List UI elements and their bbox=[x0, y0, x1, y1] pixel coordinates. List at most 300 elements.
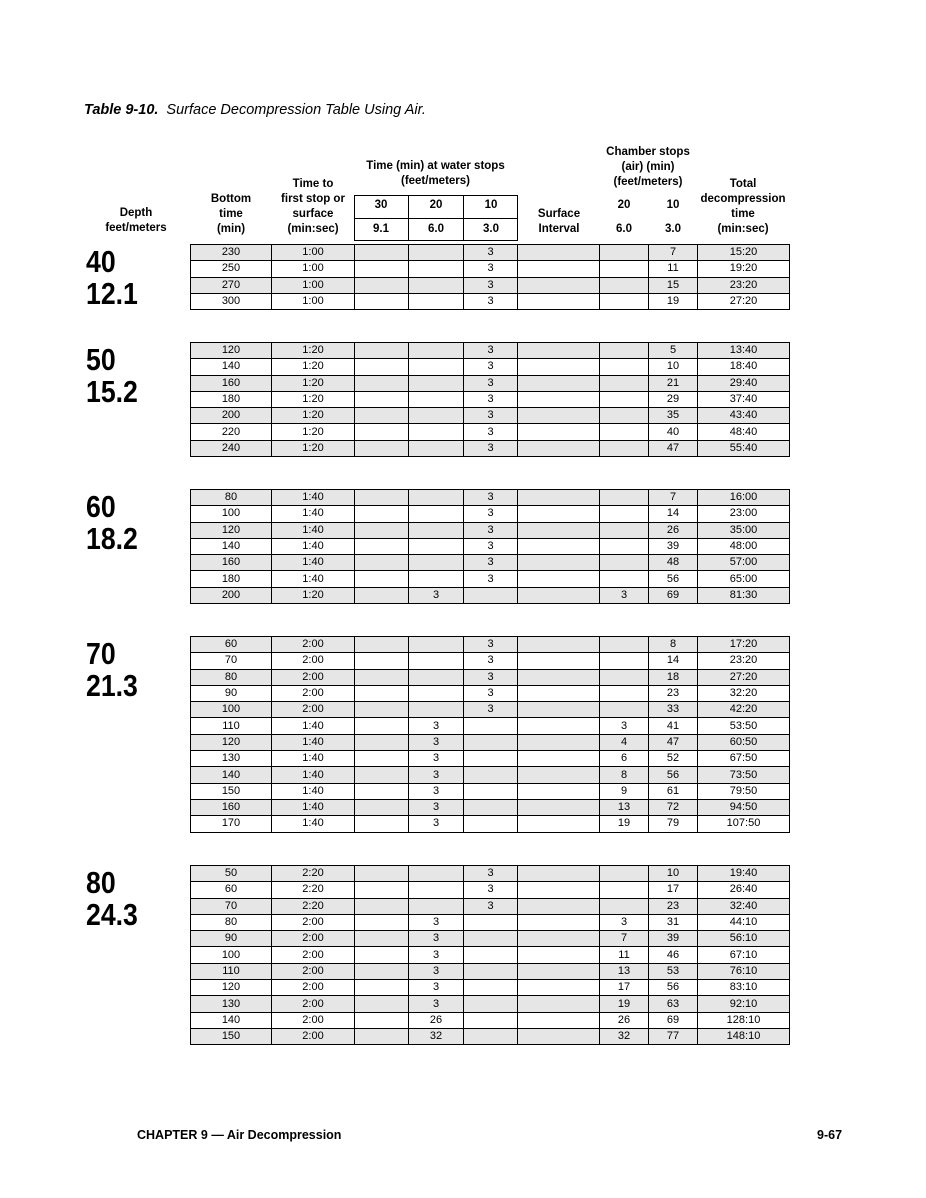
cell-water-stop-10: 3 bbox=[464, 571, 518, 587]
cell-chamber-stop-20 bbox=[600, 538, 649, 554]
cell-chamber-stop-10: 47 bbox=[649, 440, 698, 456]
cell-water-stop-10: 3 bbox=[464, 245, 518, 261]
cell-bottom-time: 130 bbox=[191, 751, 272, 767]
table-row bbox=[191, 898, 790, 914]
cell-surface-interval bbox=[518, 653, 600, 669]
cell-chamber-stop-10: 23 bbox=[649, 685, 698, 701]
cell-surface-interval bbox=[518, 734, 600, 750]
table-row bbox=[191, 702, 790, 718]
cell-chamber-stop-10: 35 bbox=[649, 408, 698, 424]
cell-surface-interval bbox=[518, 931, 600, 947]
cell-chamber-stop-10: 61 bbox=[649, 783, 698, 799]
cell-chamber-stop-20 bbox=[600, 506, 649, 522]
table-caption bbox=[84, 102, 426, 118]
cell-time-to-first-stop: 2:00 bbox=[272, 931, 355, 947]
cell-water-stop-10: 3 bbox=[464, 277, 518, 293]
cell-surface-interval bbox=[518, 963, 600, 979]
table-row bbox=[191, 555, 790, 571]
cell-water-stop-30 bbox=[355, 898, 409, 914]
cell-total-decompression-time: 17:20 bbox=[698, 637, 790, 653]
cell-time-to-first-stop: 1:40 bbox=[272, 751, 355, 767]
cell-water-stop-10: 3 bbox=[464, 440, 518, 456]
depth-70-table bbox=[190, 636, 790, 833]
cell-water-stop-30 bbox=[355, 751, 409, 767]
cell-time-to-first-stop: 1:20 bbox=[272, 359, 355, 375]
cell-water-stop-30 bbox=[355, 963, 409, 979]
cell-chamber-stop-10: 47 bbox=[649, 734, 698, 750]
table-row bbox=[191, 293, 790, 309]
cell-water-stop-10: 3 bbox=[464, 653, 518, 669]
cell-bottom-time: 200 bbox=[191, 408, 272, 424]
cell-surface-interval bbox=[518, 882, 600, 898]
cell-water-stop-10: 3 bbox=[464, 522, 518, 538]
cell-water-stop-30 bbox=[355, 1012, 409, 1028]
cell-total-decompression-time: 27:20 bbox=[698, 293, 790, 309]
cell-total-decompression-time: 23:20 bbox=[698, 277, 790, 293]
cell-surface-interval bbox=[518, 1012, 600, 1028]
cell-total-decompression-time: 55:40 bbox=[698, 440, 790, 456]
cell-water-stop-30 bbox=[355, 587, 409, 603]
cell-water-stop-30 bbox=[355, 866, 409, 882]
cell-chamber-stop-20: 13 bbox=[600, 799, 649, 815]
cell-water-stop-30 bbox=[355, 277, 409, 293]
cell-chamber-stop-10: 18 bbox=[649, 669, 698, 685]
cell-water-stop-30 bbox=[355, 734, 409, 750]
cell-total-decompression-time: 32:20 bbox=[698, 685, 790, 701]
cell-chamber-stop-10: 56 bbox=[649, 980, 698, 996]
cell-chamber-stop-10: 69 bbox=[649, 587, 698, 603]
table-row bbox=[191, 375, 790, 391]
cell-water-stop-20 bbox=[409, 669, 464, 685]
cell-water-stop-20 bbox=[409, 653, 464, 669]
cell-total-decompression-time: 79:50 bbox=[698, 783, 790, 799]
cell-chamber-stop-10: 63 bbox=[649, 996, 698, 1012]
cell-water-stop-10: 3 bbox=[464, 669, 518, 685]
cell-water-stop-10 bbox=[464, 1012, 518, 1028]
cell-chamber-stop-20 bbox=[600, 522, 649, 538]
cell-total-decompression-time: 44:10 bbox=[698, 914, 790, 930]
cell-water-stop-10: 3 bbox=[464, 685, 518, 701]
cell-water-stop-30 bbox=[355, 506, 409, 522]
cell-bottom-time: 150 bbox=[191, 1028, 272, 1044]
cell-chamber-stop-20 bbox=[600, 898, 649, 914]
cell-water-stop-10: 3 bbox=[464, 866, 518, 882]
cell-surface-interval bbox=[518, 947, 600, 963]
cell-bottom-time: 90 bbox=[191, 931, 272, 947]
cell-water-stop-30 bbox=[355, 816, 409, 832]
cell-chamber-stop-10: 14 bbox=[649, 653, 698, 669]
cell-chamber-stop-20 bbox=[600, 359, 649, 375]
cell-water-stop-10 bbox=[464, 1028, 518, 1044]
table-row bbox=[191, 866, 790, 882]
header-bottom-time: Bottom time (min) bbox=[210, 193, 252, 235]
chamber-stop-3-0-m: 3.0 bbox=[665, 223, 681, 235]
cell-water-stop-10 bbox=[464, 980, 518, 996]
cell-chamber-stop-10: 26 bbox=[649, 522, 698, 538]
cell-chamber-stop-20 bbox=[600, 669, 649, 685]
cell-water-stop-10: 3 bbox=[464, 343, 518, 359]
cell-chamber-stop-10: 7 bbox=[649, 245, 698, 261]
cell-surface-interval bbox=[518, 996, 600, 1012]
cell-water-stop-10: 3 bbox=[464, 391, 518, 407]
cell-water-stop-10 bbox=[464, 931, 518, 947]
cell-time-to-first-stop: 1:40 bbox=[272, 571, 355, 587]
cell-chamber-stop-20 bbox=[600, 424, 649, 440]
cell-water-stop-30 bbox=[355, 490, 409, 506]
cell-water-stop-20: 3 bbox=[409, 963, 464, 979]
table-row bbox=[191, 882, 790, 898]
cell-chamber-stop-10: 40 bbox=[649, 424, 698, 440]
cell-time-to-first-stop: 1:20 bbox=[272, 587, 355, 603]
cell-time-to-first-stop: 2:00 bbox=[272, 963, 355, 979]
cell-surface-interval bbox=[518, 261, 600, 277]
cell-chamber-stop-20: 3 bbox=[600, 587, 649, 603]
cell-chamber-stop-20: 8 bbox=[600, 767, 649, 783]
cell-water-stop-30 bbox=[355, 522, 409, 538]
cell-chamber-stop-10: 41 bbox=[649, 718, 698, 734]
cell-time-to-first-stop: 2:00 bbox=[272, 669, 355, 685]
depth-label-40: 40 12.1 bbox=[86, 244, 138, 311]
cell-water-stop-10: 3 bbox=[464, 408, 518, 424]
cell-bottom-time: 90 bbox=[191, 685, 272, 701]
cell-total-decompression-time: 92:10 bbox=[698, 996, 790, 1012]
cell-bottom-time: 140 bbox=[191, 359, 272, 375]
cell-water-stop-20 bbox=[409, 359, 464, 375]
table-row bbox=[191, 1028, 790, 1044]
cell-water-stop-30 bbox=[355, 391, 409, 407]
cell-water-stop-30 bbox=[355, 996, 409, 1012]
cell-water-stop-10: 3 bbox=[464, 702, 518, 718]
cell-water-stop-20 bbox=[409, 702, 464, 718]
table-row bbox=[191, 391, 790, 407]
cell-time-to-first-stop: 1:00 bbox=[272, 245, 355, 261]
cell-total-decompression-time: 67:50 bbox=[698, 751, 790, 767]
table-row bbox=[191, 343, 790, 359]
cell-bottom-time: 140 bbox=[191, 538, 272, 554]
cell-chamber-stop-20: 11 bbox=[600, 947, 649, 963]
cell-surface-interval bbox=[518, 783, 600, 799]
cell-bottom-time: 70 bbox=[191, 653, 272, 669]
cell-bottom-time: 160 bbox=[191, 555, 272, 571]
cell-chamber-stop-10: 39 bbox=[649, 538, 698, 554]
water-stop-10-ft: 10 bbox=[484, 199, 498, 211]
cell-water-stop-10: 3 bbox=[464, 261, 518, 277]
cell-chamber-stop-10: 23 bbox=[649, 898, 698, 914]
cell-water-stop-30 bbox=[355, 293, 409, 309]
cell-water-stop-30 bbox=[355, 931, 409, 947]
cell-time-to-first-stop: 2:00 bbox=[272, 980, 355, 996]
cell-water-stop-20: 3 bbox=[409, 718, 464, 734]
cell-chamber-stop-20: 13 bbox=[600, 963, 649, 979]
cell-surface-interval bbox=[518, 391, 600, 407]
cell-time-to-first-stop: 2:00 bbox=[272, 637, 355, 653]
cell-water-stop-20: 3 bbox=[409, 931, 464, 947]
cell-total-decompression-time: 83:10 bbox=[698, 980, 790, 996]
cell-water-stop-10: 3 bbox=[464, 424, 518, 440]
cell-water-stop-20 bbox=[409, 490, 464, 506]
cell-total-decompression-time: 48:40 bbox=[698, 424, 790, 440]
cell-chamber-stop-20: 19 bbox=[600, 816, 649, 832]
table-number: Table 9-10. bbox=[84, 102, 159, 118]
cell-bottom-time: 250 bbox=[191, 261, 272, 277]
header-time-to-first-stop: Time to first stop or surface (min:sec) bbox=[281, 178, 345, 235]
cell-water-stop-20 bbox=[409, 898, 464, 914]
cell-time-to-first-stop: 2:20 bbox=[272, 882, 355, 898]
cell-surface-interval bbox=[518, 490, 600, 506]
cell-time-to-first-stop: 2:00 bbox=[272, 1028, 355, 1044]
cell-water-stop-20 bbox=[409, 637, 464, 653]
table-row bbox=[191, 245, 790, 261]
cell-time-to-first-stop: 1:40 bbox=[272, 734, 355, 750]
cell-chamber-stop-10: 77 bbox=[649, 1028, 698, 1044]
cell-total-decompression-time: 81:30 bbox=[698, 587, 790, 603]
water-stop-3-0-m: 3.0 bbox=[483, 223, 499, 235]
cell-surface-interval bbox=[518, 506, 600, 522]
cell-bottom-time: 160 bbox=[191, 375, 272, 391]
cell-time-to-first-stop: 2:00 bbox=[272, 653, 355, 669]
chamber-stop-6-0-m: 6.0 bbox=[616, 223, 632, 235]
cell-total-decompression-time: 37:40 bbox=[698, 391, 790, 407]
water-stop-9-1-m: 9.1 bbox=[373, 223, 389, 235]
cell-chamber-stop-10: 79 bbox=[649, 816, 698, 832]
cell-chamber-stop-10: 8 bbox=[649, 637, 698, 653]
cell-bottom-time: 50 bbox=[191, 866, 272, 882]
cell-water-stop-20 bbox=[409, 440, 464, 456]
cell-bottom-time: 140 bbox=[191, 767, 272, 783]
table-row bbox=[191, 261, 790, 277]
cell-chamber-stop-20 bbox=[600, 571, 649, 587]
table-row bbox=[191, 685, 790, 701]
cell-chamber-stop-10: 39 bbox=[649, 931, 698, 947]
table-row bbox=[191, 538, 790, 554]
cell-water-stop-20: 3 bbox=[409, 996, 464, 1012]
cell-chamber-stop-10: 15 bbox=[649, 277, 698, 293]
cell-bottom-time: 230 bbox=[191, 245, 272, 261]
cell-total-decompression-time: 148:10 bbox=[698, 1028, 790, 1044]
cell-chamber-stop-20: 6 bbox=[600, 751, 649, 767]
cell-surface-interval bbox=[518, 277, 600, 293]
cell-bottom-time: 120 bbox=[191, 980, 272, 996]
cell-chamber-stop-20: 4 bbox=[600, 734, 649, 750]
depth-60-table bbox=[190, 489, 790, 604]
cell-surface-interval bbox=[518, 424, 600, 440]
cell-water-stop-20 bbox=[409, 555, 464, 571]
table-title: Surface Decompression Table Using Air. bbox=[166, 102, 426, 118]
cell-water-stop-20 bbox=[409, 506, 464, 522]
cell-bottom-time: 110 bbox=[191, 963, 272, 979]
cell-water-stop-20: 32 bbox=[409, 1028, 464, 1044]
cell-time-to-first-stop: 2:00 bbox=[272, 702, 355, 718]
cell-bottom-time: 240 bbox=[191, 440, 272, 456]
cell-water-stop-10 bbox=[464, 718, 518, 734]
cell-water-stop-20: 3 bbox=[409, 816, 464, 832]
cell-total-decompression-time: 13:40 bbox=[698, 343, 790, 359]
header-chamber-stops: Chamber stops (air) (min) (feet/meters) bbox=[606, 146, 690, 188]
cell-water-stop-20: 26 bbox=[409, 1012, 464, 1028]
cell-bottom-time: 160 bbox=[191, 799, 272, 815]
cell-time-to-first-stop: 1:40 bbox=[272, 538, 355, 554]
cell-water-stop-20 bbox=[409, 685, 464, 701]
cell-time-to-first-stop: 1:40 bbox=[272, 555, 355, 571]
table-row bbox=[191, 783, 790, 799]
cell-water-stop-20: 3 bbox=[409, 751, 464, 767]
table-row bbox=[191, 947, 790, 963]
cell-water-stop-20: 3 bbox=[409, 587, 464, 603]
table-row bbox=[191, 637, 790, 653]
cell-total-decompression-time: 94:50 bbox=[698, 799, 790, 815]
table-row bbox=[191, 816, 790, 832]
cell-chamber-stop-20: 32 bbox=[600, 1028, 649, 1044]
cell-water-stop-30 bbox=[355, 245, 409, 261]
cell-water-stop-20 bbox=[409, 277, 464, 293]
cell-chamber-stop-10: 17 bbox=[649, 882, 698, 898]
cell-water-stop-10: 3 bbox=[464, 555, 518, 571]
water-stop-20-ft: 20 bbox=[429, 199, 443, 211]
cell-water-stop-10: 3 bbox=[464, 637, 518, 653]
cell-chamber-stop-20 bbox=[600, 866, 649, 882]
cell-water-stop-20: 3 bbox=[409, 767, 464, 783]
cell-water-stop-10 bbox=[464, 783, 518, 799]
cell-bottom-time: 80 bbox=[191, 490, 272, 506]
cell-water-stop-10: 3 bbox=[464, 898, 518, 914]
cell-surface-interval bbox=[518, 718, 600, 734]
cell-time-to-first-stop: 1:20 bbox=[272, 440, 355, 456]
cell-time-to-first-stop: 1:20 bbox=[272, 391, 355, 407]
cell-water-stop-10: 3 bbox=[464, 359, 518, 375]
cell-time-to-first-stop: 1:40 bbox=[272, 490, 355, 506]
cell-water-stop-30 bbox=[355, 702, 409, 718]
depth-label-70: 70 21.3 bbox=[86, 636, 138, 703]
table-row bbox=[191, 914, 790, 930]
cell-chamber-stop-20: 9 bbox=[600, 783, 649, 799]
cell-water-stop-30 bbox=[355, 783, 409, 799]
cell-chamber-stop-10: 29 bbox=[649, 391, 698, 407]
table-row bbox=[191, 718, 790, 734]
cell-chamber-stop-10: 56 bbox=[649, 571, 698, 587]
cell-chamber-stop-20: 3 bbox=[600, 914, 649, 930]
cell-surface-interval bbox=[518, 440, 600, 456]
cell-chamber-stop-20 bbox=[600, 375, 649, 391]
cell-water-stop-20: 3 bbox=[409, 914, 464, 930]
cell-water-stop-10: 3 bbox=[464, 293, 518, 309]
table-row bbox=[191, 751, 790, 767]
cell-surface-interval bbox=[518, 914, 600, 930]
cell-chamber-stop-10: 10 bbox=[649, 359, 698, 375]
cell-water-stop-30 bbox=[355, 408, 409, 424]
cell-bottom-time: 60 bbox=[191, 637, 272, 653]
cell-bottom-time: 220 bbox=[191, 424, 272, 440]
cell-surface-interval bbox=[518, 669, 600, 685]
table-row bbox=[191, 506, 790, 522]
depth-40-table bbox=[190, 244, 790, 310]
cell-water-stop-30 bbox=[355, 947, 409, 963]
table-row bbox=[191, 963, 790, 979]
cell-surface-interval bbox=[518, 799, 600, 815]
cell-water-stop-30 bbox=[355, 637, 409, 653]
cell-water-stop-20 bbox=[409, 293, 464, 309]
cell-chamber-stop-20 bbox=[600, 555, 649, 571]
cell-chamber-stop-10: 53 bbox=[649, 963, 698, 979]
cell-chamber-stop-10: 10 bbox=[649, 866, 698, 882]
cell-total-decompression-time: 19:20 bbox=[698, 261, 790, 277]
cell-water-stop-30 bbox=[355, 261, 409, 277]
cell-time-to-first-stop: 2:00 bbox=[272, 996, 355, 1012]
header-total-decompression: Total decompression time (min:sec) bbox=[700, 178, 786, 235]
cell-water-stop-30 bbox=[355, 538, 409, 554]
cell-total-decompression-time: 26:40 bbox=[698, 882, 790, 898]
cell-total-decompression-time: 53:50 bbox=[698, 718, 790, 734]
cell-time-to-first-stop: 2:00 bbox=[272, 914, 355, 930]
cell-water-stop-10 bbox=[464, 751, 518, 767]
cell-total-decompression-time: 65:00 bbox=[698, 571, 790, 587]
table-row bbox=[191, 799, 790, 815]
cell-chamber-stop-10: 69 bbox=[649, 1012, 698, 1028]
cell-water-stop-30 bbox=[355, 685, 409, 701]
cell-surface-interval bbox=[518, 866, 600, 882]
cell-total-decompression-time: 32:40 bbox=[698, 898, 790, 914]
cell-bottom-time: 150 bbox=[191, 783, 272, 799]
table-row bbox=[191, 522, 790, 538]
cell-time-to-first-stop: 1:00 bbox=[272, 277, 355, 293]
cell-surface-interval bbox=[518, 637, 600, 653]
cell-water-stop-30 bbox=[355, 440, 409, 456]
cell-total-decompression-time: 67:10 bbox=[698, 947, 790, 963]
cell-surface-interval bbox=[518, 767, 600, 783]
cell-water-stop-10: 3 bbox=[464, 538, 518, 554]
cell-water-stop-10 bbox=[464, 996, 518, 1012]
cell-water-stop-10: 3 bbox=[464, 882, 518, 898]
cell-time-to-first-stop: 1:20 bbox=[272, 424, 355, 440]
cell-time-to-first-stop: 2:00 bbox=[272, 947, 355, 963]
cell-time-to-first-stop: 1:40 bbox=[272, 522, 355, 538]
cell-water-stop-10 bbox=[464, 963, 518, 979]
cell-water-stop-20 bbox=[409, 882, 464, 898]
cell-time-to-first-stop: 1:00 bbox=[272, 293, 355, 309]
cell-bottom-time: 300 bbox=[191, 293, 272, 309]
cell-time-to-first-stop: 1:40 bbox=[272, 799, 355, 815]
table-row bbox=[191, 996, 790, 1012]
cell-chamber-stop-10: 56 bbox=[649, 767, 698, 783]
cell-water-stop-30 bbox=[355, 799, 409, 815]
cell-chamber-stop-20 bbox=[600, 245, 649, 261]
cell-water-stop-20 bbox=[409, 571, 464, 587]
cell-chamber-stop-20 bbox=[600, 882, 649, 898]
cell-surface-interval bbox=[518, 538, 600, 554]
cell-chamber-stop-10: 19 bbox=[649, 293, 698, 309]
table-row bbox=[191, 931, 790, 947]
footer-page-number: 9-67 bbox=[817, 1128, 843, 1142]
cell-water-stop-20 bbox=[409, 538, 464, 554]
cell-water-stop-20 bbox=[409, 343, 464, 359]
cell-water-stop-30 bbox=[355, 343, 409, 359]
cell-surface-interval bbox=[518, 522, 600, 538]
cell-bottom-time: 100 bbox=[191, 947, 272, 963]
cell-chamber-stop-20: 7 bbox=[600, 931, 649, 947]
cell-water-stop-30 bbox=[355, 555, 409, 571]
table-row bbox=[191, 1012, 790, 1028]
cell-water-stop-30 bbox=[355, 359, 409, 375]
cell-water-stop-30 bbox=[355, 424, 409, 440]
cell-water-stop-10 bbox=[464, 734, 518, 750]
cell-chamber-stop-10: 11 bbox=[649, 261, 698, 277]
cell-surface-interval bbox=[518, 980, 600, 996]
table-row bbox=[191, 571, 790, 587]
cell-water-stop-20 bbox=[409, 245, 464, 261]
cell-total-decompression-time: 27:20 bbox=[698, 669, 790, 685]
cell-time-to-first-stop: 2:00 bbox=[272, 685, 355, 701]
cell-water-stop-20 bbox=[409, 424, 464, 440]
cell-total-decompression-time: 15:20 bbox=[698, 245, 790, 261]
